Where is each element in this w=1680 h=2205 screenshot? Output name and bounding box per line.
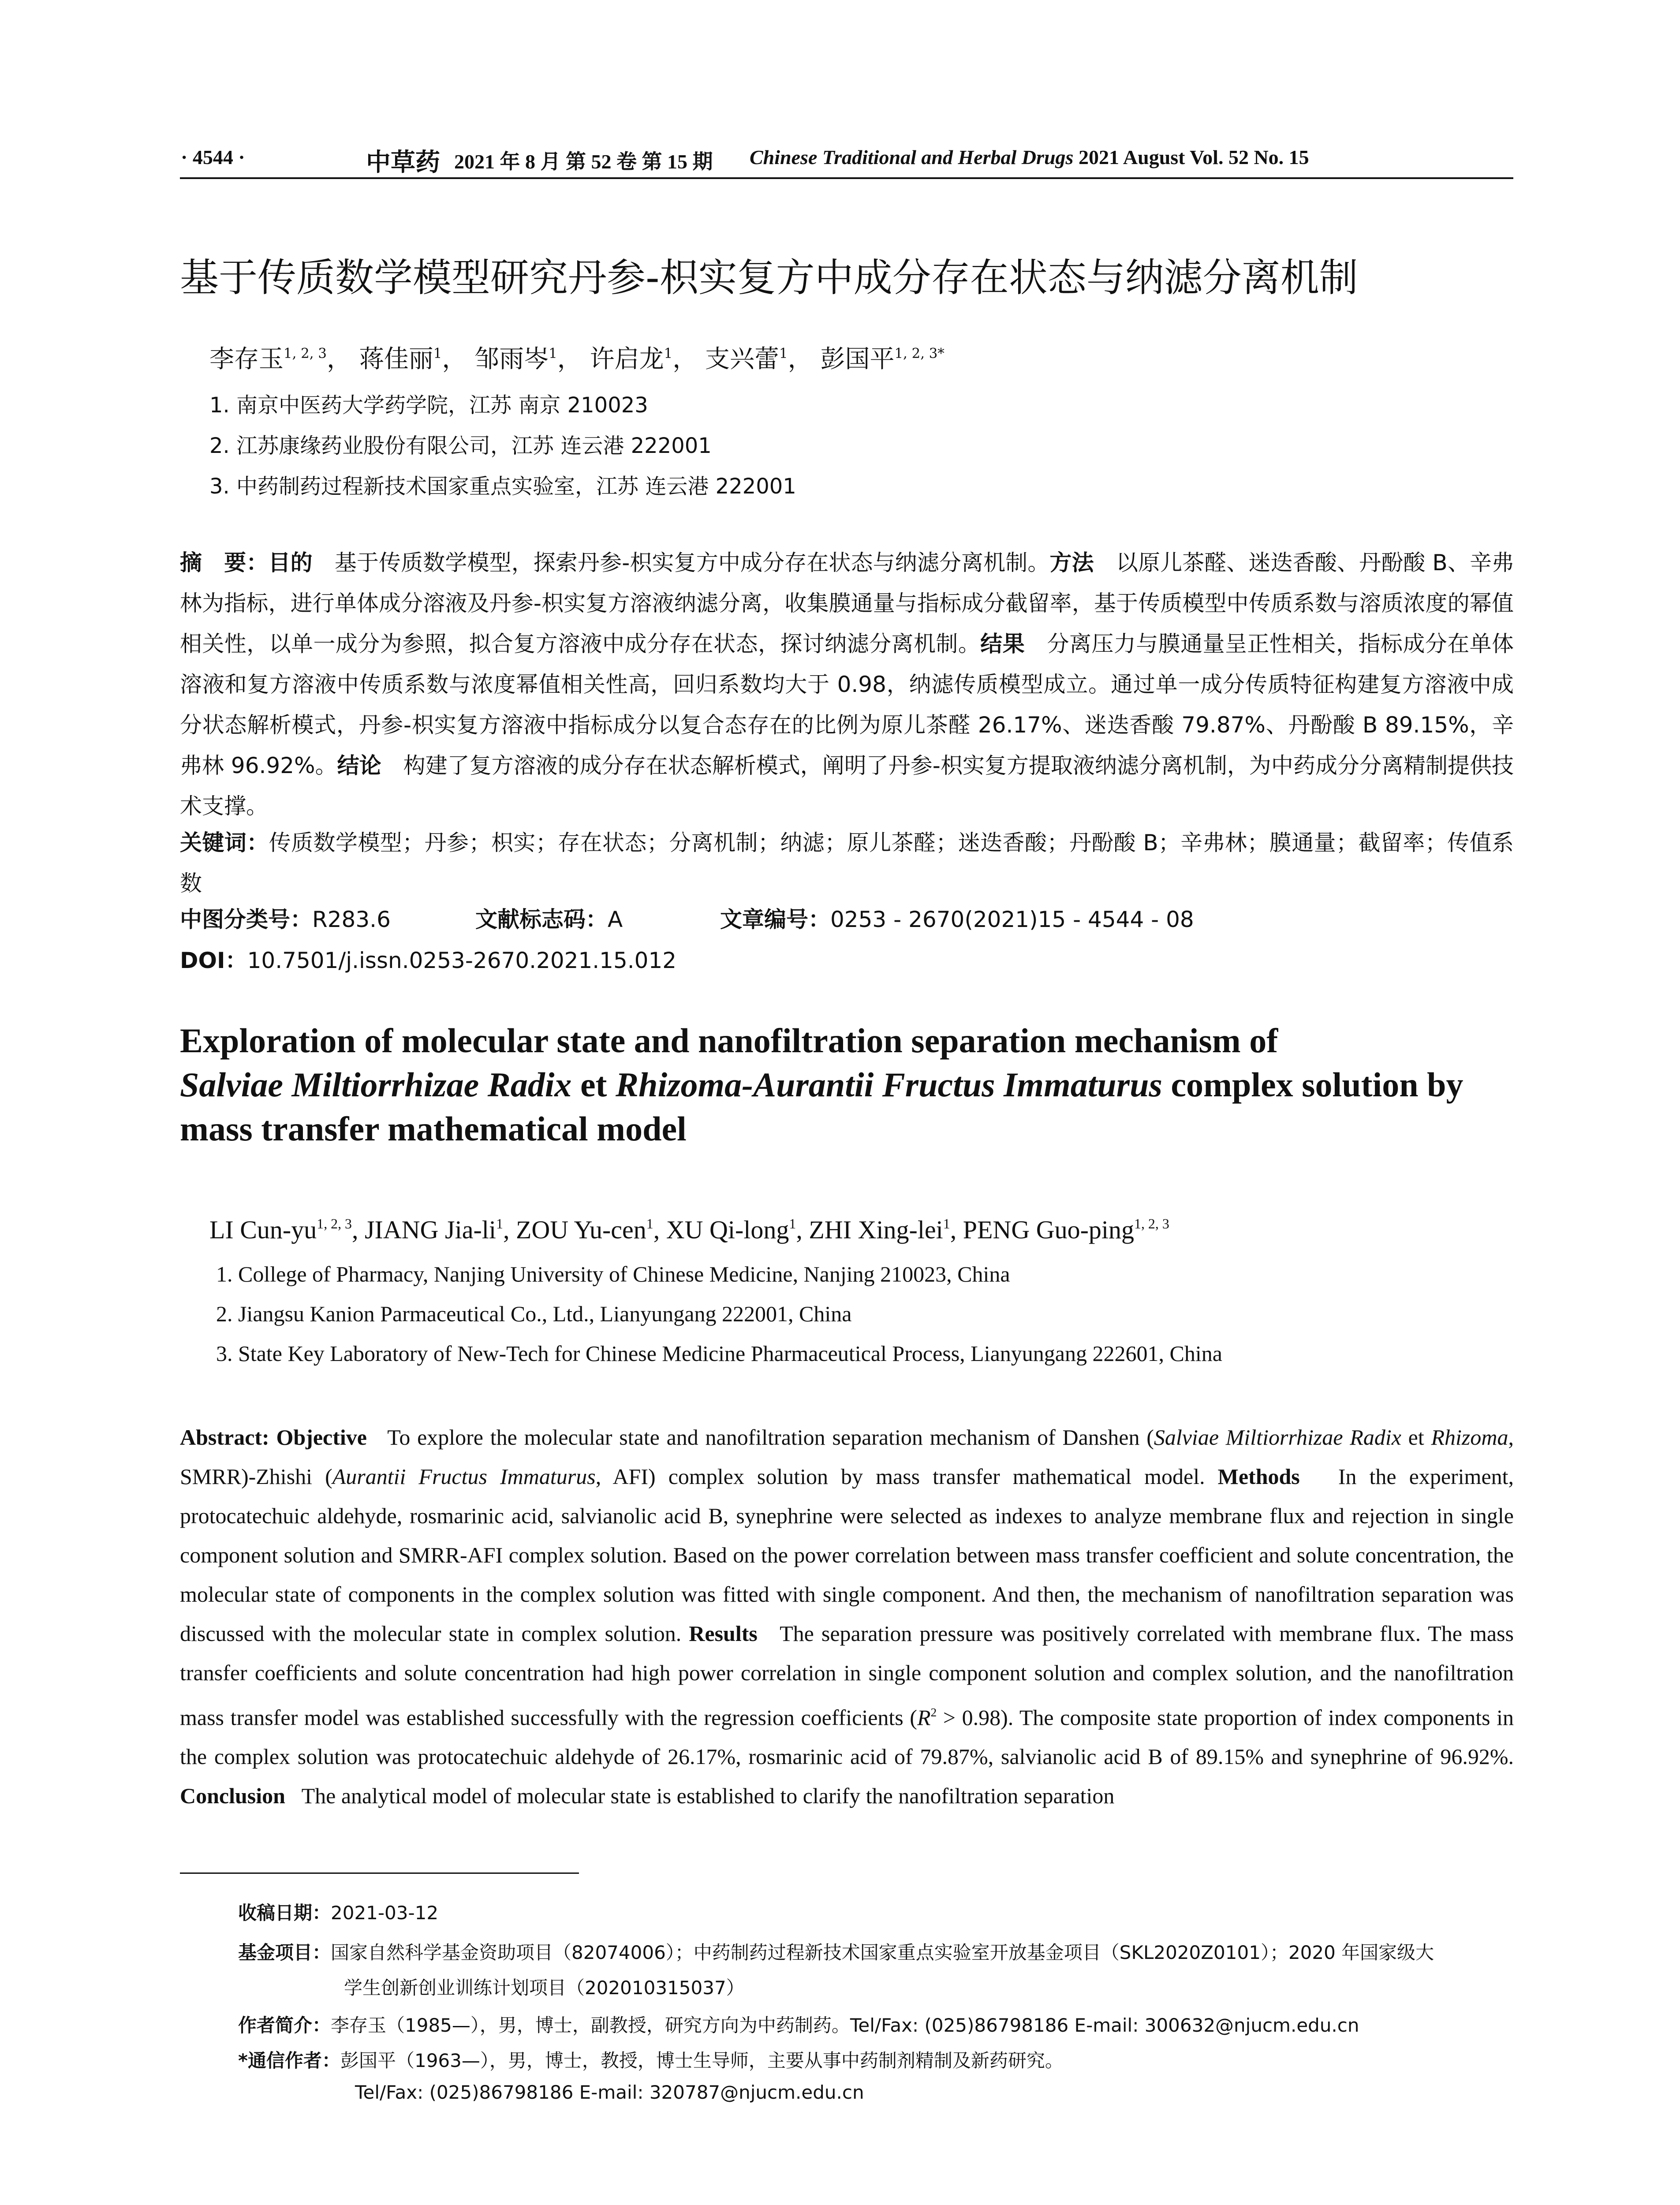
author-en: LI Cun-yu (209, 1215, 317, 1244)
affiliation-cn: 2. 江苏康缘药业股份有限公司，江苏 连云港 222001 (209, 434, 712, 458)
footnote-received (238, 1899, 438, 1925)
article-no-label: 文章编号： (720, 907, 830, 932)
author-cn: 许启龙 (590, 345, 664, 374)
received-date: 2021-03-12 (331, 1902, 439, 1924)
doc-code-value: A (608, 907, 623, 932)
author-affil-sup: 1 (433, 345, 442, 362)
author-cn: 李存玉 (209, 345, 284, 374)
conclusion-label: 结论 (337, 753, 381, 778)
keywords-text: 传质数学模型；丹参；枳实；存在状态；分离机制；纳滤；原儿茶醛；迷迭香酸；丹酚酸 B；辛弗林；膜通量；截留率；传值系数 (180, 830, 1514, 896)
affiliation-cn: 1. 南京中医药大学药学院，江苏 南京 210023 (209, 393, 648, 418)
issue-info-cn: 2021 年 8 月 第 52 卷 第 15 期 (454, 150, 713, 173)
doi-value: 10.7501/j.issn.0253-2670.2021.15.012 (247, 948, 677, 973)
title-en-part2: complex solution by mass transfer mathematical model (180, 1065, 1463, 1148)
author-en: PENG Guo-ping (963, 1215, 1135, 1244)
footnote-bio (238, 2011, 1359, 2037)
author-affil-sup: 1, 2, 3* (894, 345, 945, 362)
journal-info-en (750, 146, 1309, 169)
title-en (180, 1019, 1516, 1151)
results-en-text-a: The separation pressure was positively correlated with membrane flux. The mass transfer coefficients and solute concentration had high power correlation in single component solution and complex solution, and the nanofiltration mass transfer model was established successfully with the regression coefficients ( (180, 1621, 1514, 1730)
authors-en: LI Cun-yu$^{1, 2, 3}$, JIANG Jia-$li^1$, ZOU Yu-cen$^1$, XU Qi-long$^1$, ZHI Xing-lei$^1$, PENG Guo-ping$^{1, 2, 3}$ (209, 1215, 1169, 1244)
abstract-en-label: Abstract: (180, 1425, 269, 1450)
classification-line (180, 902, 1503, 932)
doi-label: DOI： (180, 948, 247, 973)
article-no-field (720, 902, 1194, 934)
author-affil-sup: 1 (549, 345, 557, 362)
abstract-label: 摘 要： (180, 550, 269, 576)
footnote-corr-contact: Tel/Fax: (025)86798186 E-mail: 320787@njucm.edu.cn (355, 2082, 864, 2103)
running-header (181, 146, 1504, 181)
footnote-fund-cont: 学生创新创业训练计划项目（202010315037） (344, 1977, 745, 1999)
title-en-et: et (571, 1065, 616, 1104)
header-rule (180, 177, 1513, 179)
fund-line1: 国家自然科学基金资助项目（82074006）；中药制药过程新技术国家重点实验室开放基金项目（SKL2020Z0101）；2020 年国家级大 (331, 1942, 1434, 1963)
affiliation-en: 3. State Key Laboratory of New-Tech for Chinese Medicine Pharmaceutical Process, Lianyungang 222601, China (216, 1341, 1222, 1366)
footnote-rule (180, 1872, 579, 1874)
received-label: 收稿日期： (238, 1902, 331, 1924)
doc-code-label: 文献标志码： (475, 907, 608, 932)
issue-info-en: 2021 August Vol. 52 No. 15 (1078, 146, 1309, 168)
author-en: JIANG Jia-li (364, 1215, 496, 1244)
results-label: 结果 (980, 631, 1025, 657)
corr-text: 彭国平（1963—），男，博士，教授，博士生导师，主要从事中药制剂精制及新药研究。 (340, 2050, 1064, 2071)
author-cn: 支兴蕾 (705, 345, 780, 374)
methods-en-text: In the experiment, protocatechuic aldehyde, rosmarinic acid, salvianolic acid B, synephrine were selected as indexes to analyze membrane flux and rejection in single component solution and SMRR-AFI complex solution. Based on the power correlation between mass transfer coefficient and solute concentration, the molecular state of components in the complex solution was fitted with single component. And then, the mechanism of nanofiltration separation was discussed with the molecular state in complex solution. (180, 1464, 1514, 1646)
objective-en-italic3: Aurantii Fructus Immaturus (332, 1464, 596, 1489)
objective-en-text-b: et (1401, 1425, 1431, 1450)
author-affil-sup: 1, 2, 3 (1134, 1216, 1169, 1232)
affiliation-en: 2. Jiangsu Kanion Parmaceutical Co., Ltd., Lianyungang 222001, China (216, 1301, 852, 1326)
affiliation-cn: 3. 中药制药过程新技术国家重点实验室，江苏 连云港 222001 (209, 474, 796, 499)
objective-en-text-d: , AFI) complex solution by mass transfer mathematical model. (595, 1464, 1205, 1489)
objective-en-italic2: Rhizoma (1431, 1425, 1508, 1450)
doc-code-field (475, 902, 623, 934)
author-affil-sup: 1, 2, 3 (284, 345, 327, 362)
keywords-cn (180, 822, 1514, 904)
author-affil-sup: 1 (496, 1216, 503, 1232)
author-cn: 蒋佳丽 (359, 345, 433, 374)
methods-label: 方法 (1049, 550, 1094, 576)
results-en-text-b: > 0.98). The composite state proportion of index components in the complex solution was protocatechuic aldehyde of 26.17%, rosmarinic acid of 79.87%, salvianolic acid B of 89.15% and synephrine of 96.92%. (180, 1705, 1514, 1769)
doi-line (180, 943, 676, 975)
title-en-part1: Exploration of molecular state and nanofiltration separation mechanism of (180, 1021, 1278, 1060)
conclusion-en-text: The analytical model of molecular state is established to clarify the nanofiltration separation (301, 1783, 1115, 1809)
footnote-fund (238, 1938, 1434, 1965)
author-affil-sup: 1, 2, 3 (317, 1216, 352, 1232)
article-no-value: 0253 - 2670(2021)15 - 4544 - 08 (830, 907, 1194, 932)
title-en-italic2: Rhizoma-Aurantii Fructus Immaturus (616, 1065, 1162, 1104)
clc-value: R283.6 (312, 907, 391, 932)
title-cn: 基于传质数学模型研究丹参-枳实复方中成分存在状态与纳滤分离机制 (180, 255, 1358, 300)
author-affil-sup: 1 (943, 1216, 950, 1232)
author-affil-sup: 1 (779, 345, 788, 362)
author-affil-sup: 1 (664, 345, 673, 362)
results-text: 分离压力与膜通量呈正性相关，指标成分在单体溶液和复方溶液中传质系数与浓度幂值相关性高，回归系数均大于 0.98，纳滤传质模型成立。通过单一成分传质特征构建复方溶液中成分状态解析模式，丹参-枳实复方溶液中指标成分以复合态存在的比例为原儿茶醛 26.17%、迷迭香酸 79.87%、丹酚酸 B 89.15%，辛弗林 96.92%。 (180, 631, 1514, 778)
clc-label: 中图分类号： (180, 907, 312, 932)
objective-en-italic1: Salviae Miltiorrhizae Radix (1154, 1425, 1401, 1450)
page-number: · 4544 · (181, 146, 245, 168)
title-en-italic1: Salviae Miltiorrhizae Radix (180, 1065, 572, 1104)
objective-label: 目的 (268, 550, 313, 576)
methods-text: 以原儿茶醛、迷迭香酸、丹酚酸 B、辛弗林为指标，进行单体成分溶液及丹参-枳实复方溶液纳滤分离，收集膜通量与指标成分截留率，基于传质模型中传质系数与溶质浓度的幂值相关性，以单一成分为参照，拟合复方溶液中成分存在状态，探讨纳滤分离机制。 (180, 550, 1514, 657)
affiliation-en: 1. College of Pharmacy, Nanjing University of Chinese Medicine, Nanjing 210023, China (216, 1262, 1010, 1286)
bio-text: 李存玉（1985—），男，博士，副教授，研究方向为中药制药。Tel/Fax: (025)86798186 E-mail: 300632@njucm.edu.cn (331, 2014, 1359, 2036)
results-en-sup: 2 (930, 1705, 937, 1719)
author-en: XU Qi-long (666, 1215, 789, 1244)
abstract-en (180, 1418, 1514, 1816)
objective-en-text-a: To explore the molecular state and nanofiltration separation mechanism of Danshen ( (387, 1425, 1154, 1450)
keywords-label: 关键词： (180, 830, 269, 856)
fund-label: 基金项目： (238, 1942, 331, 1963)
journal-name-cn: 中草药 (366, 148, 440, 177)
results-en-r: R (917, 1705, 931, 1730)
abstract-cn (180, 542, 1514, 826)
results-en-label: Results (689, 1621, 758, 1646)
corr-label: *通信作者： (238, 2050, 340, 2071)
author-en: ZOU Yu-cen (515, 1215, 646, 1244)
methods-en-label: Methods (1217, 1464, 1300, 1489)
author-cn: 邹雨岑 (474, 345, 549, 374)
objective-text: 基于传质数学模型，探索丹参-枳实复方中成分存在状态与纳滤分离机制。 (334, 550, 1050, 576)
conclusion-en-label: Conclusion (180, 1783, 285, 1809)
author-affil-sup: 1 (789, 1216, 796, 1232)
bio-label: 作者简介： (238, 2014, 331, 2036)
author-affil-sup: 1 (646, 1216, 653, 1232)
journal-name-en: Chinese Traditional and Herbal Drugs (750, 146, 1074, 168)
objective-en-text-c: , SMRR)-Zhishi ( (180, 1425, 1514, 1489)
footnote-corresponding (238, 2046, 1064, 2073)
author-en: ZHI Xing-lei (809, 1215, 943, 1244)
objective-en-label: Objective (276, 1425, 367, 1450)
clc-field (180, 902, 391, 934)
conclusion-text: 构建了复方溶液的成分存在状态解析模式，阐明了丹参-枳实复方提取液纳滤分离机制，为中药成分分离精制提供技术支撑。 (180, 753, 1514, 819)
authors-cn: 李存玉$^{1, 2, 3}$， 蒋佳丽$^1$， 邹雨岑$^1$， 许启龙$^1$， 支兴蕾$^1$， 彭国平$^{1, 2, 3*}$ (209, 345, 945, 374)
author-cn: 彭国平 (820, 345, 895, 374)
